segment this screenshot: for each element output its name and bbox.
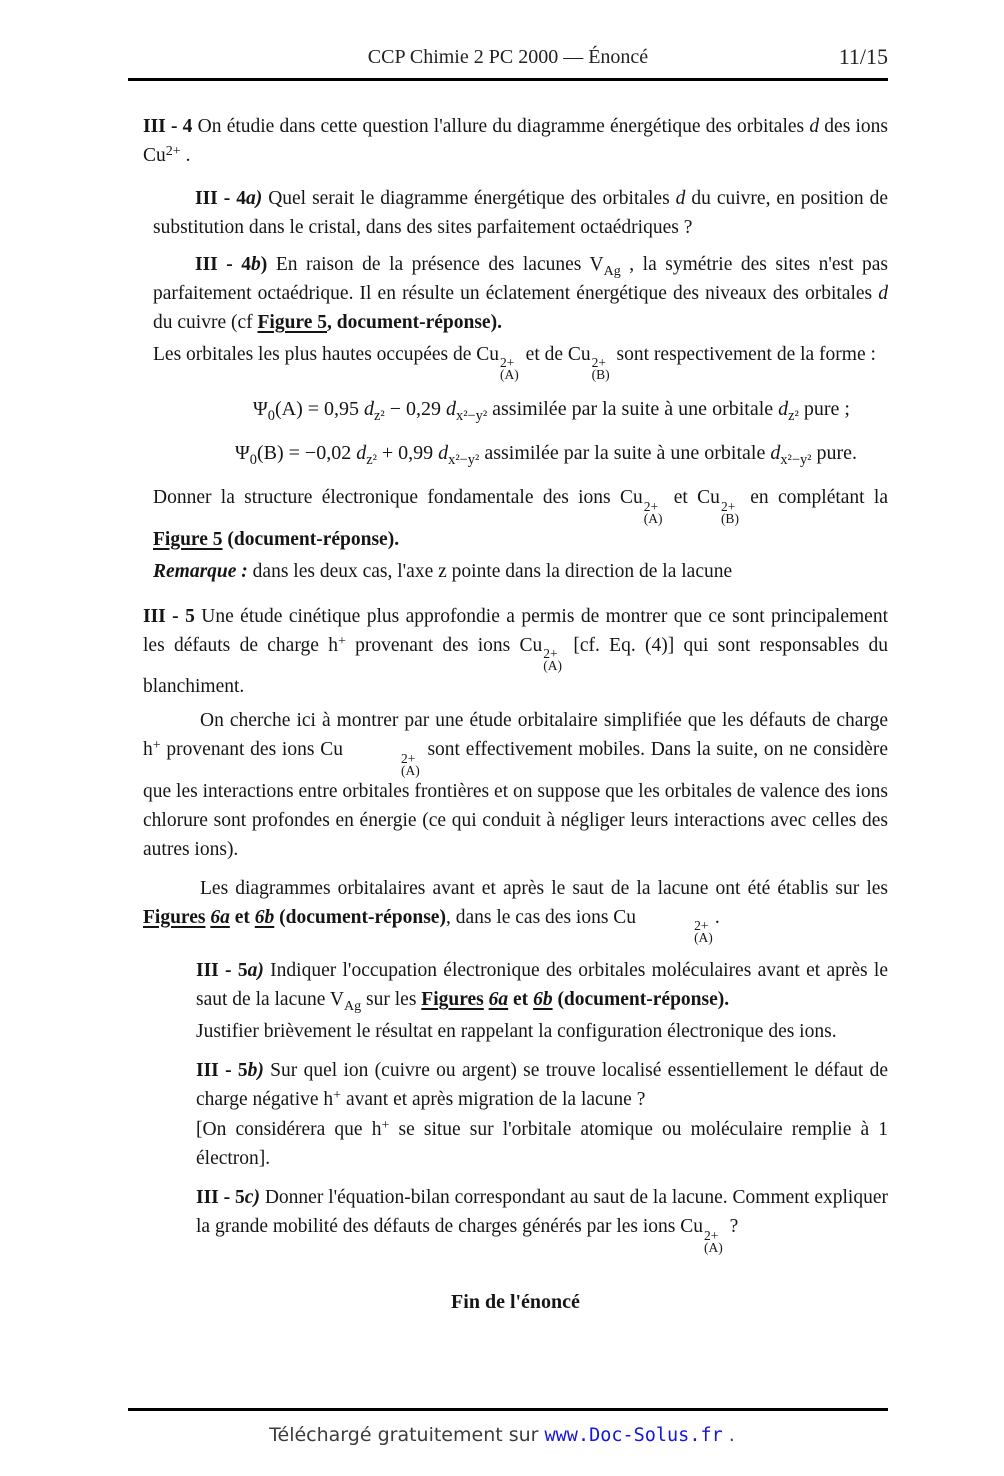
text-run: h <box>328 634 338 656</box>
text-run: + <box>152 736 161 753</box>
text-run: III - 5 <box>196 960 248 982</box>
text-run: d <box>675 188 686 209</box>
text-run: Cu <box>680 1216 704 1238</box>
text-run: On cherche ici à montrer par une étude orbitalaire simplifiée que les défauts de charge <box>200 710 888 732</box>
paragraph-iii-4b <box>153 250 888 337</box>
text-run: et <box>508 989 534 1011</box>
text-run: assimilée par la suite à une orbitale <box>487 398 779 421</box>
text-run: d <box>809 116 820 137</box>
text-run: provenant des ions <box>345 634 520 656</box>
page-header-title: CCP Chimie 2 PC 2000 — Énoncé <box>367 46 649 68</box>
text-run: On étudie dans cette question l'allure du diagramme énergétique des orbitales <box>192 116 810 137</box>
text-run: d <box>364 398 375 421</box>
text-run: Cu <box>567 344 591 365</box>
end-of-statement-label: Fin de l'énoncé <box>451 1290 580 1313</box>
text-run: V <box>329 989 345 1011</box>
text-run: c) <box>244 1187 260 1209</box>
text-run: Donner la structure électronique fondamentale des ions <box>153 487 620 509</box>
text-run: du cuivre (cf <box>153 312 258 333</box>
paragraph-iii-4 <box>143 112 888 170</box>
ion-charge-stack: 2+ (B) <box>720 498 739 526</box>
text-run: ? <box>724 1216 739 1238</box>
text-run: 6b <box>254 906 275 928</box>
text-run: III - 5 <box>143 605 195 627</box>
paragraph-on-considerera <box>196 1115 888 1173</box>
text-run: d <box>438 442 449 465</box>
text-run: (document-réponse) <box>274 906 446 928</box>
text-run: se situe sur l'orbitale atomique ou moléculaire remplie à 1 électron]. <box>196 1119 888 1170</box>
text-run: dans les deux cas, l'axe z pointe dans la direction de la lacune <box>247 560 733 582</box>
footer-rule <box>128 1408 888 1411</box>
text-run: III - 5 <box>196 1060 248 1082</box>
text-run: pure ; <box>798 398 850 421</box>
text-run: 2+ <box>165 142 181 159</box>
text-run: h <box>371 1119 382 1141</box>
header-rule <box>128 78 888 81</box>
text-run: Cu <box>320 739 343 761</box>
ion-charge-stack: 2+ (B) <box>591 355 610 383</box>
text-run: h <box>143 739 153 761</box>
paragraph-iii-5b <box>196 1056 888 1114</box>
text-run: et <box>664 487 698 509</box>
text-run: , document-réponse). <box>327 312 502 333</box>
text-run: b) <box>247 1060 264 1082</box>
text-run: et <box>229 906 255 928</box>
text-run: sont respectivement de la forme : <box>611 344 876 365</box>
ion-charge-stack: 2+ (A) <box>543 646 563 674</box>
text-run: + <box>333 1086 342 1103</box>
text-run: sont effectivement mobiles. Dans la suite, on ne considère que les interactions entre orbitales frontières et on suppose que les orbitales de valence des ions chlorure sont profondes en énergie (ce qui conduit à négliger leurs interactions avec celles des autres ions). <box>143 739 888 860</box>
text-run: Sur quel ion (cuivre ou argent) se trouve localisé essentiellement le défaut de charge négative <box>196 1060 888 1111</box>
paragraph-on-cherche <box>143 706 888 863</box>
text-run: a) <box>245 188 263 209</box>
formula-psi0-a <box>253 391 888 427</box>
text-run: d <box>778 398 789 421</box>
document-body <box>143 112 888 1317</box>
text-run: b <box>251 254 261 275</box>
text-run: Cu <box>613 906 637 928</box>
text-run: z² <box>374 408 385 425</box>
text-run: + <box>337 632 346 649</box>
text-run: 6a <box>488 989 509 1011</box>
text-run: z² <box>788 408 799 425</box>
text-run: h <box>323 1089 334 1111</box>
text-run: III - 4 <box>195 188 246 209</box>
page-footer <box>0 1424 1004 1446</box>
text-run: (document-réponse). <box>222 528 400 550</box>
text-run: 0 <box>249 452 257 469</box>
text-run: III - 5 <box>196 1187 245 1209</box>
text-run: sur les <box>361 989 422 1011</box>
ion-charge-stack: 2+ (A) <box>704 1227 723 1255</box>
text-run: d <box>356 442 367 465</box>
text-run: [On considérera que <box>196 1119 372 1141</box>
text-run: En raison de la présence des lacunes <box>275 254 590 275</box>
text-run: Cu <box>619 487 643 509</box>
text-run: ) <box>260 254 276 275</box>
text-run: avant et après migration de la lacune ? <box>341 1089 646 1111</box>
text-run: x²−y² <box>456 408 488 425</box>
page-header <box>128 46 888 72</box>
text-run: d <box>878 283 888 304</box>
text-run: 6b <box>533 989 553 1011</box>
text-run: Figures <box>143 906 206 928</box>
paragraph-orbitales-occupees <box>153 340 888 381</box>
text-run: x²−y² <box>448 452 480 469</box>
text-run: pure. <box>811 442 858 465</box>
text-run: . <box>714 906 720 928</box>
text-run: Les orbitales les plus hautes occupées de <box>153 344 477 365</box>
text-run: et de <box>520 344 568 365</box>
paragraph-iii-5a <box>196 956 888 1014</box>
text-run: d <box>446 398 456 421</box>
text-run: (A) = 0,95 <box>274 398 365 421</box>
paragraph-iii-5c <box>196 1183 888 1253</box>
text-run: Indiquer l'occupation électronique des orbitales moléculaires avant et après le saut de la lacune <box>196 960 889 1011</box>
paragraph-iii-5 <box>143 602 888 701</box>
text-run: Figure 5 <box>257 312 328 333</box>
paragraph-iii-4a <box>153 184 888 242</box>
footer-suffix: . <box>722 1424 735 1446</box>
text-run: Justifier brièvement le résultat en rappelant la configuration électronique des ions. <box>196 1021 837 1043</box>
text-run: III - 4 <box>195 254 252 275</box>
text-run: , dans le cas des ions <box>445 906 614 928</box>
text-run: a) <box>247 960 264 982</box>
text-run: Donner l'équation-bilan correspondant au saut de la lacune. Comment expliquer la grande mobilité des défauts de charges générés par les ions <box>196 1187 888 1238</box>
ion-charge-stack: 2+ (A) <box>694 918 713 946</box>
text-run: , la symétrie des sites n'est pas parfaitement octaédrique. Il en résulte un éclatement énergétique des niveaux des orbitales <box>153 254 889 304</box>
ion-charge-stack: 2+ (A) <box>643 498 663 526</box>
text-run: Cu <box>697 487 720 509</box>
text-run: assimilée par la suite à une orbitale <box>479 442 771 465</box>
ion-charge-stack: 2+ (A) <box>400 750 420 778</box>
text-run: des ions <box>819 116 888 137</box>
text-run: III - 4 <box>143 116 193 137</box>
text-run: Remarque : <box>153 560 248 582</box>
text-run: Ψ <box>253 398 268 421</box>
text-run: 0 <box>267 408 275 425</box>
page-number: 11/15 <box>838 44 888 69</box>
paragraph-justifier <box>196 1017 888 1046</box>
paragraph-donner-structure <box>153 483 888 553</box>
text-run: + 0,99 <box>376 442 439 465</box>
text-run: Ag <box>344 997 362 1014</box>
doc-solus-link[interactable]: www.Doc-Solus.fr <box>544 1425 723 1446</box>
text-run: d <box>770 442 781 465</box>
text-run: . <box>180 145 191 166</box>
formula-psi0-b <box>235 435 888 471</box>
text-run: Les diagrammes orbitalaires avant et après le saut de la lacune ont été établis sur les <box>200 877 888 899</box>
paragraph-remarque <box>153 557 888 586</box>
text-run: z² <box>366 452 377 469</box>
text-run: + <box>381 1116 390 1133</box>
text-run: provenant des ions <box>160 739 321 761</box>
paragraph-diagrammes-orbitalaires <box>143 874 888 944</box>
footer-text: Téléchargé gratuitement sur <box>269 1424 545 1446</box>
text-run: 6a <box>210 906 230 928</box>
text-run: du cuivre, en position de substitution dans le cristal, dans des sites parfaitement octaédriques ? <box>153 188 889 238</box>
text-run: Cu <box>519 634 543 656</box>
text-run: − 0,29 <box>384 398 446 421</box>
text-run: Figure 5 <box>153 528 223 550</box>
text-run: (B) = −0,02 <box>256 442 357 465</box>
text-run: Ψ <box>235 442 250 465</box>
text-run: (document-réponse). <box>552 989 730 1011</box>
text-run: Ag <box>603 262 621 279</box>
text-run: Figures <box>421 989 484 1011</box>
text-run: Cu <box>476 344 500 365</box>
ion-charge-stack: 2+ (A) <box>500 355 519 383</box>
text-run: Cu <box>143 145 166 166</box>
text-run: Quel serait le diagramme énergétique des orbitales <box>262 188 676 209</box>
text-run: [cf. Eq. (4)] qui sont responsables du blanchiment. <box>143 634 888 698</box>
text-run: en complétant la <box>740 487 888 509</box>
text-run: Une étude cinétique plus approfondie a permis de montrer que ce sont principalement les défauts de charge <box>143 605 888 656</box>
text-run: V <box>589 254 604 275</box>
text-run: x²−y² <box>780 452 812 469</box>
